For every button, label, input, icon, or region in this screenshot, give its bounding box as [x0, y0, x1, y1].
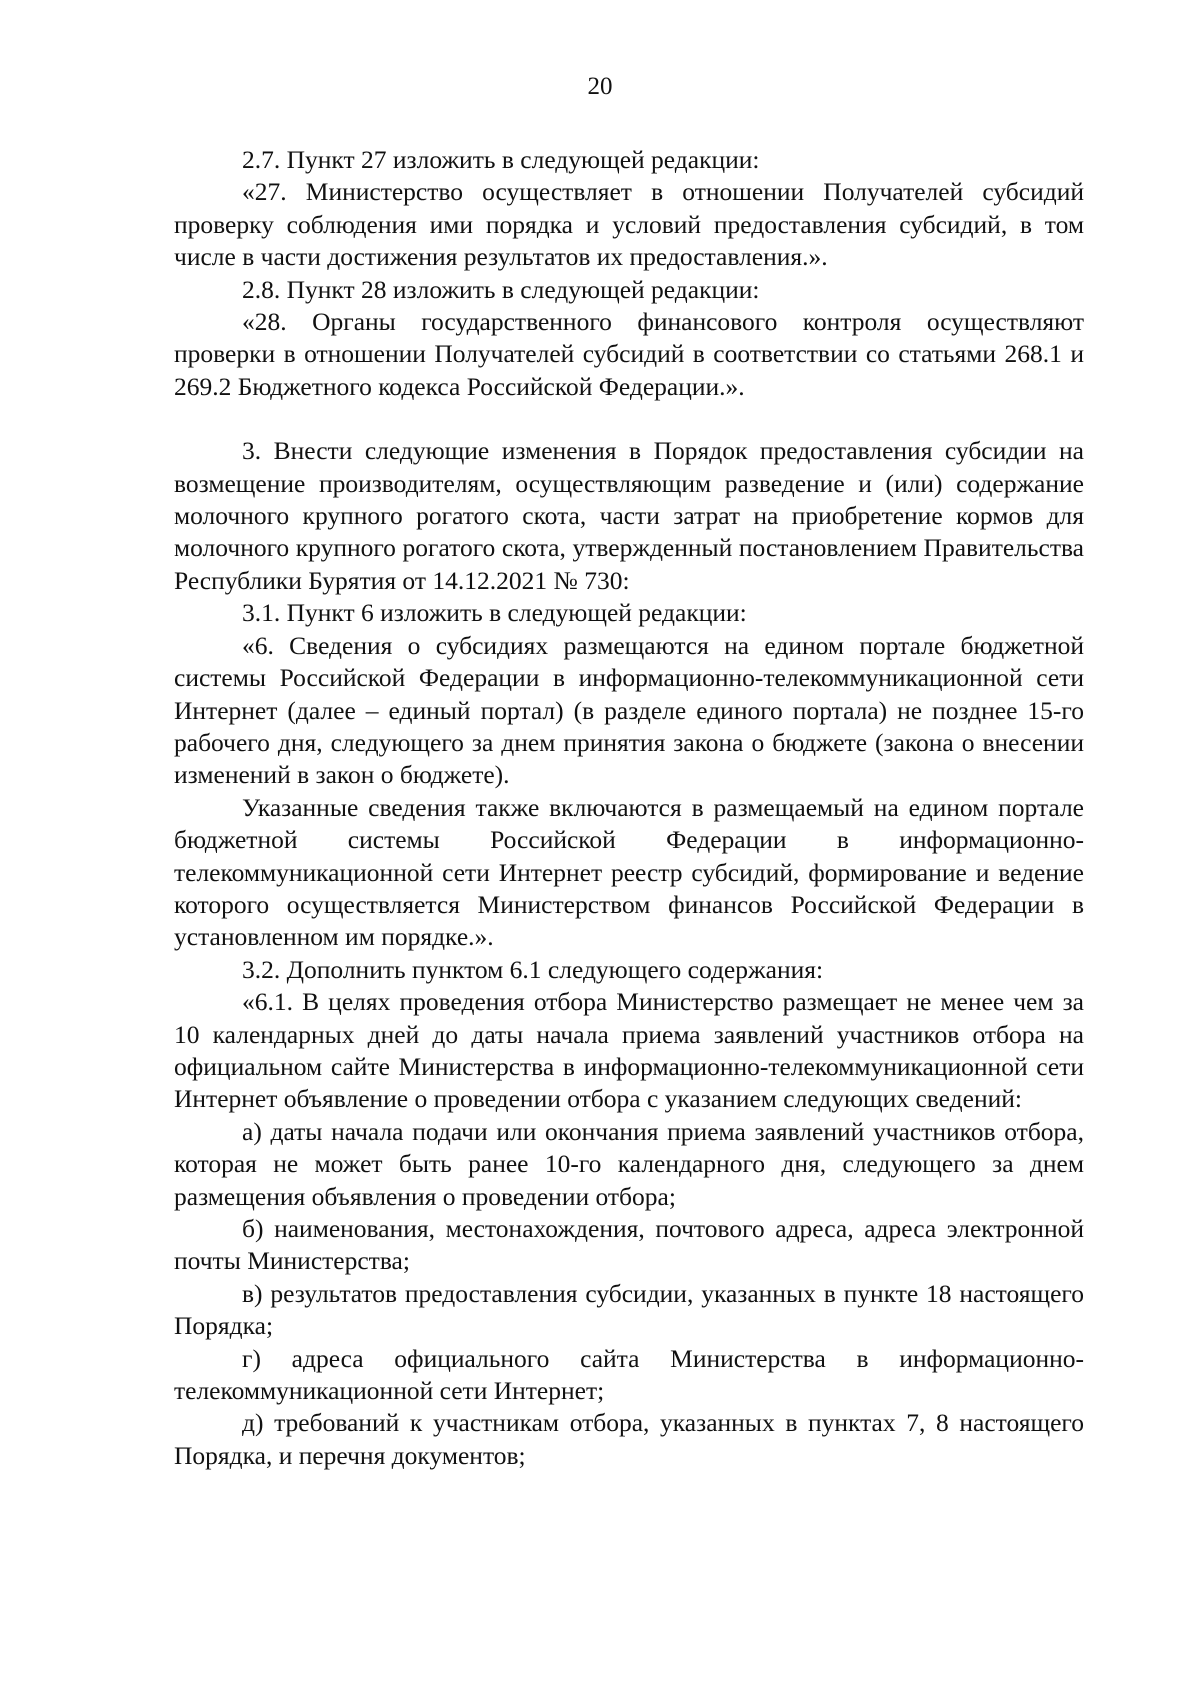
paragraph-6-registry: Указанные сведения также включаются в размещаемый на едином портале бюджетной системы Российской Федерации в информационно-телекоммуникационной сети Интернет реестр субсидий, формирование и ведение которого осуществляется Министерством финансов Российской Федерации в установленном им порядке.».: [174, 792, 1084, 952]
paragraph-28-text: «28. Органы государственного финансового контроля осуществляют проверки в отношении Получателей субсидий в соответствии со статьями 268.1 и 269.2 Бюджетного кодекса Российской Федерации.».: [174, 307, 1084, 401]
paragraph-2-8: 2.8. Пункт 28 изложить в следующей редакции:: [242, 274, 760, 304]
paragraph-27-text: «27. Министерство осуществляет в отношении Получателей субсидий проверку соблюдения ими порядка и условий предоставления субсидий, в том числе в части достижения результатов их предоставления.».: [174, 177, 1084, 272]
paragraph-3-2: 3.2. Дополнить пунктом 6.1 следующего содержания:: [242, 954, 824, 984]
list-item-g: г) адреса официального сайта Министерства в информационно-телекоммуникационной сети Интернет;: [174, 1343, 1084, 1406]
list-item-b: б) наименования, местонахождения, почтового адреса, адреса электронной почты Министерства;: [174, 1214, 1084, 1276]
paragraph-6-text: «6. Сведения о субсидиях размещаются на едином портале бюджетной системы Российской Федерации в информационно-телекоммуникационной сети Интернет (далее – единый портал) (в разделе единого портала) не позднее 15-го рабочего дня, следующего за днем принятия закона о бюджете (закона о внесении изменений в закон о бюджете).: [174, 630, 1084, 790]
paragraph-6-1-text: «6.1. В целях проведения отбора Министерство размещает не менее чем за 10 календарных дней до даты начала приема заявлений участников отбора на официальном сайте Министерства в информационно-телекоммуникационной сети Интернет объявление о проведении отбора с указанием следующих сведений:: [174, 987, 1084, 1114]
page-number: 20: [587, 73, 613, 100]
paragraph-gap: [174, 403, 1084, 435]
paragraph-2-7: 2.7. Пункт 27 изложить в следующей редакции:: [242, 145, 760, 174]
paragraph-3: 3. Внести следующие изменения в Порядок предоставления субсидии на возмещение производителям, осуществляющим разведение и (или) содержание молочного крупного рогатого скота, части затрат на приобретение кормов для молочного крупного рогатого скота, утвержденный постановлением Правительства Республики Бурятия от 14.12.2021 № 730:: [174, 436, 1084, 595]
document-body: [174, 144, 1084, 1472]
list-item-a: а) даты начала подачи или окончания приема заявлений участников отбора, которая не может быть ранее 10-го календарного дня, следующего за днем размещения объявления о проведении отбора;: [174, 1116, 1084, 1211]
list-item-v: в) результатов предоставления субсидии, указанных в пункте 18 настоящего Порядка;: [174, 1278, 1084, 1341]
list-item-d: д) требований к участникам отбора, указанных в пунктах 7, 8 настоящего Порядка, и перечня документов;: [174, 1408, 1084, 1470]
paragraph-3-1: 3.1. Пункт 6 изложить в следующей редакции:: [242, 598, 747, 628]
